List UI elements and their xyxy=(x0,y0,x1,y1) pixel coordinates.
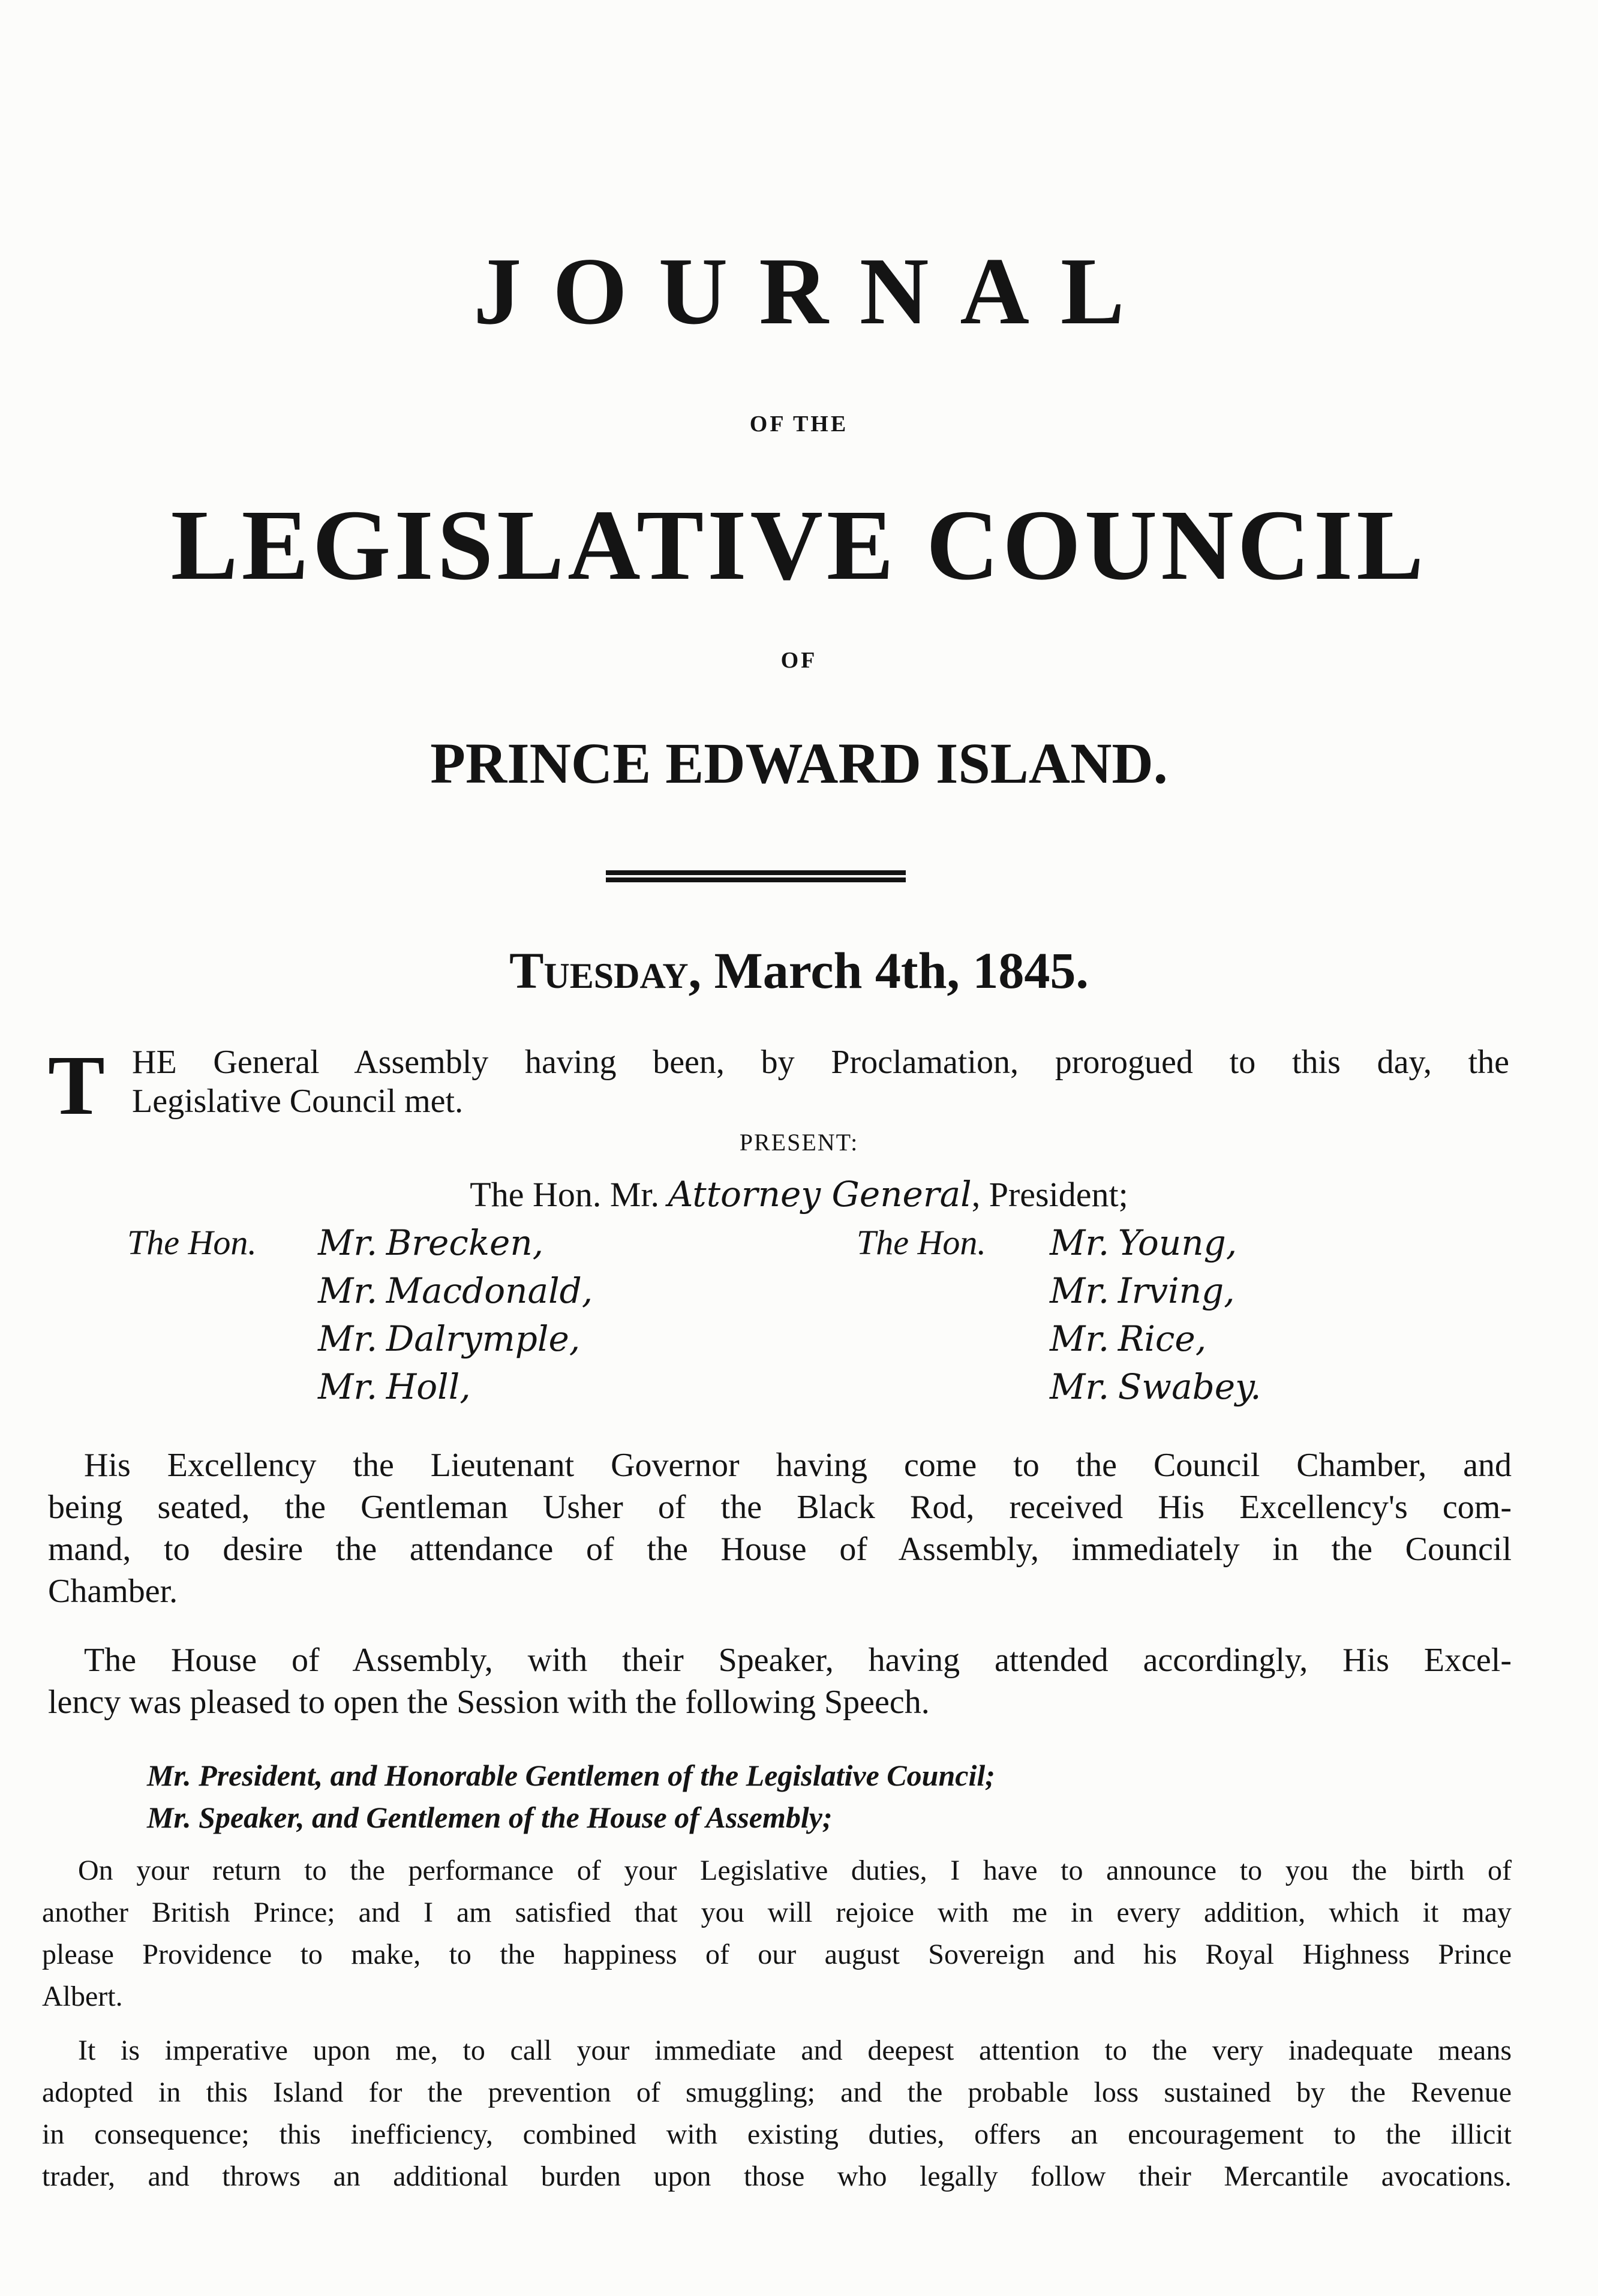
president-title: Attorney General xyxy=(668,1174,972,1215)
speech1-line-2: another British Prince; and I am satisfied that you will rejoice with me in every addition, which it may xyxy=(42,1897,1512,1928)
speech2-line-3: in consequence; this inefficiency, combined with existing duties, offers an encouragement to the illicit xyxy=(42,2118,1512,2150)
of-label: OF xyxy=(780,648,818,673)
drop-cap: T xyxy=(48,1038,105,1132)
paragraph1-line-1: His Excellency the Lieutenant Governor having come to the Council Chamber, and xyxy=(84,1447,1512,1484)
member-left-1: Mr. Brecken, xyxy=(318,1222,544,1263)
council-title: LEGISLATIVE COUNCIL xyxy=(170,489,1428,601)
the-hon-right: The Hon. xyxy=(857,1223,986,1262)
member-left-2: Mr. Macdonald, xyxy=(318,1270,593,1311)
of-the-label: OF THE xyxy=(749,411,849,437)
address-line-1: Mr. President, and Honorable Gentlemen of the Legislative Council; xyxy=(147,1759,995,1792)
journal-title: JOURNAL xyxy=(473,238,1156,344)
address-line-2: Mr. Speaker, and Gentlemen of the House of Assembly; xyxy=(147,1801,833,1834)
island-title: PRINCE EDWARD ISLAND. xyxy=(430,731,1168,795)
the-hon-left: The Hon. xyxy=(127,1223,257,1262)
speech1-line-3: please Providence to make, to the happiness of our august Sovereign and his Royal Highness Prince xyxy=(42,1939,1512,1970)
president-line xyxy=(0,1174,1598,1215)
member-left-4: Mr. Holl, xyxy=(318,1366,471,1407)
member-left-3: Mr. Dalrymple, xyxy=(318,1318,581,1359)
date-rest: , March 4th, 1845. xyxy=(688,942,1089,999)
president-prefix: The Hon. Mr. xyxy=(470,1175,668,1214)
president-suffix: , President; xyxy=(971,1175,1128,1214)
speech1-line-4: Albert. xyxy=(42,1981,123,2012)
paragraph1-line-4: Chamber. xyxy=(48,1573,178,1610)
member-right-2: Mr. Irving, xyxy=(1050,1270,1235,1311)
speech2-line-2: adopted in this Island for the prevention of smuggling; and the probable loss sustained by the Revenue xyxy=(42,2076,1512,2108)
speech1-line-1: On your return to the performance of your Legislative duties, I have to announce to you the birth of xyxy=(78,1855,1512,1886)
opening-line-2: Legislative Council met. xyxy=(132,1083,464,1120)
date-weekday: Tuesday xyxy=(509,942,689,999)
paragraph1-line-3: mand, to desire the attendance of the House of Assembly, immediately in the Council xyxy=(48,1531,1512,1568)
paragraph2-line-2: lency was pleased to open the Session with the following Speech. xyxy=(48,1684,930,1721)
present-heading: PRESENT: xyxy=(739,1129,859,1156)
paragraph2-line-1: The House of Assembly, with their Speaker, having attended accordingly, His Excel- xyxy=(84,1642,1512,1679)
session-date xyxy=(0,942,1598,999)
member-right-3: Mr. Rice, xyxy=(1050,1318,1207,1359)
speech2-line-4: trader, and throws an additional burden upon those who legally follow their Mercantile avocations. xyxy=(42,2160,1512,2192)
opening-line-1: HE General Assembly having been, by Proclamation, prorogued to this day, the xyxy=(132,1044,1509,1081)
double-rule-bottom xyxy=(606,877,906,882)
member-right-4: Mr. Swabey. xyxy=(1050,1366,1261,1407)
paragraph1-line-2: being seated, the Gentleman Usher of the Black Rod, received His Excellency's com- xyxy=(48,1489,1512,1526)
member-right-1: Mr. Young, xyxy=(1050,1222,1237,1263)
double-rule-top xyxy=(606,870,906,875)
speech2-line-1: It is imperative upon me, to call your immediate and deepest attention to the very inadequate means xyxy=(78,2034,1512,2066)
